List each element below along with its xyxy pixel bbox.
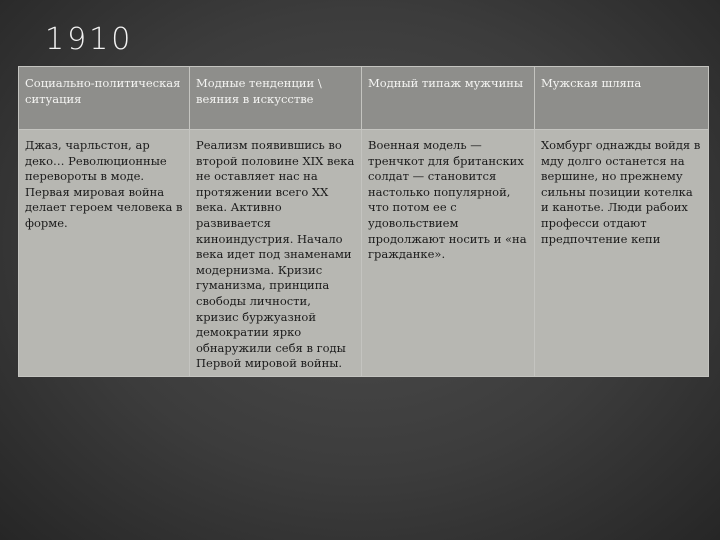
cell-social-political: Джаз, чарльстон, ар деко… Революционные перевороты в моде. Первая мировая война делает героем человека в форме. — [19, 130, 190, 377]
header-social-political: Социально-политическая ситуация — [19, 67, 190, 130]
header-male-hat: Мужская шляпа — [535, 67, 709, 130]
cell-male-hat: Хомбург однажды войдя в мду долго останется на вершине, но прежнему сильны позиции котелка и канотье. Люди рабоих професси отдают предпочтение кепи — [535, 130, 709, 377]
header-art-trends: Модные тенденции \ веяния в искусстве — [190, 67, 362, 130]
cell-art-trends: Реализм появившись во второй половине XIX века не оставляет нас на протяжении всего XX века. Активно развивается киноиндустрия. Начало века идет под знаменами модернизма. Кризис гуманизма, принципа свободы личности, кризис буржуазной демократии ярко обнаружили себя в годы Первой мировой войны. — [190, 130, 362, 377]
table-header-row — [19, 67, 709, 130]
fashion-table — [18, 66, 708, 377]
table-row — [19, 130, 709, 377]
slide-title: 1910 — [45, 22, 134, 57]
cell-male-type: Военная модель — тренчкот для британских солдат — становится настолько популярной, что потом ее с удовольствием продолжают носить и «на гражданке». — [362, 130, 535, 377]
data-table — [18, 66, 709, 377]
header-male-type: Модный типаж мужчины — [362, 67, 535, 130]
